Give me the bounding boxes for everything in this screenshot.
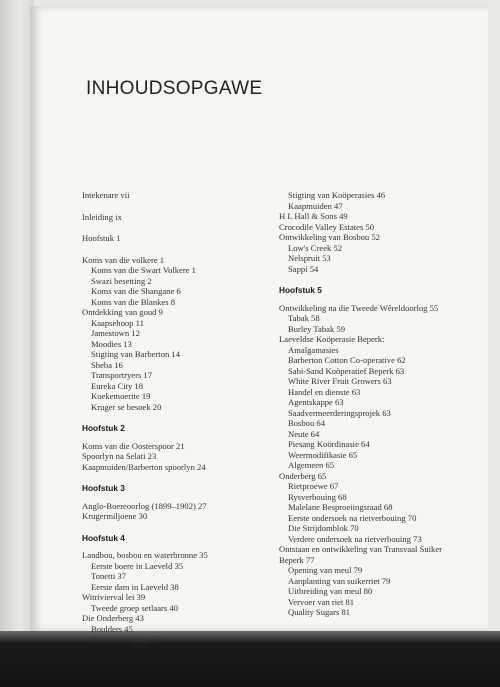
toc-column-right bbox=[279, 190, 489, 618]
toc-entry: Intekenare vii bbox=[82, 190, 130, 200]
toc-entry: Vervoer van riet 81 bbox=[288, 596, 355, 607]
spacer bbox=[82, 434, 272, 441]
toc-entry: Stigting van Barberton 14 bbox=[91, 349, 181, 359]
toc-entry: Die Strijdomblok 70 bbox=[288, 523, 359, 533]
toc-entry: Laeveldse Koöperasie Beperk: bbox=[279, 334, 385, 344]
toc-entry: Anglo-Boereoorlog (1899–1902) 27 bbox=[82, 500, 207, 511]
toc-entry: Tweede groep setlaars 40 bbox=[91, 602, 178, 613]
toc-entry: Handel en dienste 63 bbox=[288, 386, 361, 397]
toc-entry: Spoorlyn na Selati 23 bbox=[82, 451, 157, 461]
toc-entry: Nelspruit 53 bbox=[288, 253, 331, 263]
toc-entry: Amalgamasies bbox=[288, 344, 339, 355]
toc-entry: Malelane Besproeiingsraad 68 bbox=[288, 502, 393, 512]
toc-entry: Ontdekking van goud 9 bbox=[82, 307, 163, 317]
chapter-heading: Hoofstuk 2 bbox=[82, 423, 125, 433]
toc-entry: Opening van meul 79 bbox=[288, 565, 363, 575]
toc-entry: Landbou, bosbou en waterbronne 35 bbox=[82, 550, 208, 560]
toc-entry: Eerste boere in Laeveld 35 bbox=[91, 560, 184, 571]
toc-entry: Krugermiljoene 30 bbox=[82, 511, 148, 521]
toc-entry: Koms van die Swart Volkere 1 bbox=[91, 265, 196, 275]
toc-entry: Verdere ondersoek na rietverbouing 73 bbox=[288, 533, 422, 544]
spacer bbox=[82, 522, 272, 533]
book-spine bbox=[0, 0, 34, 640]
toc-entry: Eerste dam in Laeveld 38 bbox=[91, 581, 179, 592]
spacer bbox=[82, 494, 272, 501]
toc-entry: Barberton Cotton Co-operative 62 bbox=[288, 355, 406, 365]
toc-entry: Koms van die Oosterspoor 21 bbox=[82, 440, 185, 451]
toc-entry: Eerste ondersoek na rietverbouing 70 bbox=[288, 512, 417, 523]
toc-entry: Sheba 16 bbox=[91, 359, 123, 370]
toc-entry: Koekemoerite 19 bbox=[91, 391, 151, 401]
toc-entry: Moodies 13 bbox=[91, 338, 132, 349]
spacer bbox=[82, 222, 272, 233]
toc-entry: Piesang Koördinasie 64 bbox=[288, 439, 370, 449]
toc-entry: Koms van die Shangane 6 bbox=[91, 286, 181, 296]
toc-entry: Burley Tabak 59 bbox=[288, 323, 345, 334]
spacer bbox=[82, 543, 272, 550]
toc-entry: Tabak 58 bbox=[288, 313, 320, 323]
toc-entry: Swazi besetting 2 bbox=[91, 275, 152, 286]
spacer bbox=[82, 412, 272, 423]
toc-entry: Kruger se besoek 20 bbox=[91, 401, 162, 412]
toc-entry: Hoofstuk 1 bbox=[82, 233, 121, 243]
toc-entry: Koms van die Blankes 8 bbox=[91, 296, 176, 307]
toc-entry: Boulders 45 bbox=[91, 623, 133, 634]
spacer bbox=[82, 244, 272, 255]
toc-entry: Aanplanting van suikerriet 79 bbox=[288, 575, 391, 586]
toc-entry: Witrivierval lei 39 bbox=[82, 592, 146, 602]
chapter-heading: Hoofstuk 4 bbox=[82, 532, 125, 543]
toc-entry: Kaapsehoop 11 bbox=[91, 317, 144, 328]
toc-entry: Ontwikkeling na die Tweede Wêreldoorlog 55 bbox=[279, 302, 439, 313]
spacer bbox=[82, 472, 272, 483]
toc-entry: Stigting van Koöperasies 46 bbox=[288, 190, 386, 200]
toc-entry: Saadvermeerderingsprojek 63 bbox=[288, 407, 391, 418]
toc-entry: Kaapmuiden/Barberton spoorlyn 24 bbox=[82, 461, 206, 472]
chapter-heading: Hoofstuk 5 bbox=[279, 285, 322, 295]
toc-entry: Beperk 77 bbox=[279, 554, 315, 565]
toc-column-left bbox=[82, 190, 272, 645]
toc-entry: Low's Creek 52 bbox=[288, 242, 343, 253]
toc-entry: Ontstaan en ontwikkeling van Transvaal Suiker bbox=[279, 544, 443, 554]
toc-entry: Eureka City 18 bbox=[91, 380, 144, 391]
toc-entry: Sappi 54 bbox=[288, 263, 319, 274]
toc-entry: Inleiding ix bbox=[82, 211, 122, 222]
toc-entry: Koms van die volkere 1 bbox=[82, 254, 165, 265]
toc-entry: Rysverbouing 68 bbox=[288, 491, 347, 502]
toc-entry: Rietproewe 67 bbox=[288, 481, 339, 491]
toc-entry: Tonetti 37 bbox=[91, 571, 126, 581]
toc-entry: Bosbou 64 bbox=[288, 418, 326, 428]
toc-entry: Agentskappe 63 bbox=[288, 397, 344, 407]
toc-entry: Kaapmuiden 47 bbox=[288, 200, 343, 211]
toc-entry: Onderberg 65 bbox=[279, 470, 327, 481]
toc-entry: Die Onderberg 43 bbox=[82, 613, 144, 623]
toc-entry: Uitbreiding van meul 80 bbox=[288, 586, 373, 596]
toc-entry: Boereverenigings 45 bbox=[91, 634, 163, 644]
toc-entry: H L Hall & Sons 49 bbox=[279, 211, 348, 221]
toc-entry: Jamestown 12 bbox=[91, 328, 140, 338]
chapter-heading: Hoofstuk 3 bbox=[82, 483, 125, 493]
toc-entry: White River Fruit Growers 63 bbox=[288, 376, 392, 386]
page-title: INHOUDSOPGAWE bbox=[86, 78, 263, 99]
toc-entry: Quality Sugars 81 bbox=[288, 607, 351, 617]
toc-entry: Ontwikkeling van Bosbou 52 bbox=[279, 232, 380, 242]
spacer bbox=[279, 274, 489, 285]
toc-entry: Algemeen 65 bbox=[288, 460, 335, 470]
toc-entry: Sabi-Sand Koöperatief Beperk 63 bbox=[288, 365, 405, 376]
toc-entry: Crocodile Valley Estates 50 bbox=[279, 221, 375, 232]
spacer bbox=[279, 296, 489, 303]
spacer bbox=[82, 201, 272, 212]
toc-entry: Neute 64 bbox=[288, 428, 320, 439]
toc-entry: Transportryers 17 bbox=[91, 370, 153, 380]
toc-entry: Weermodifikasie 65 bbox=[288, 449, 358, 460]
